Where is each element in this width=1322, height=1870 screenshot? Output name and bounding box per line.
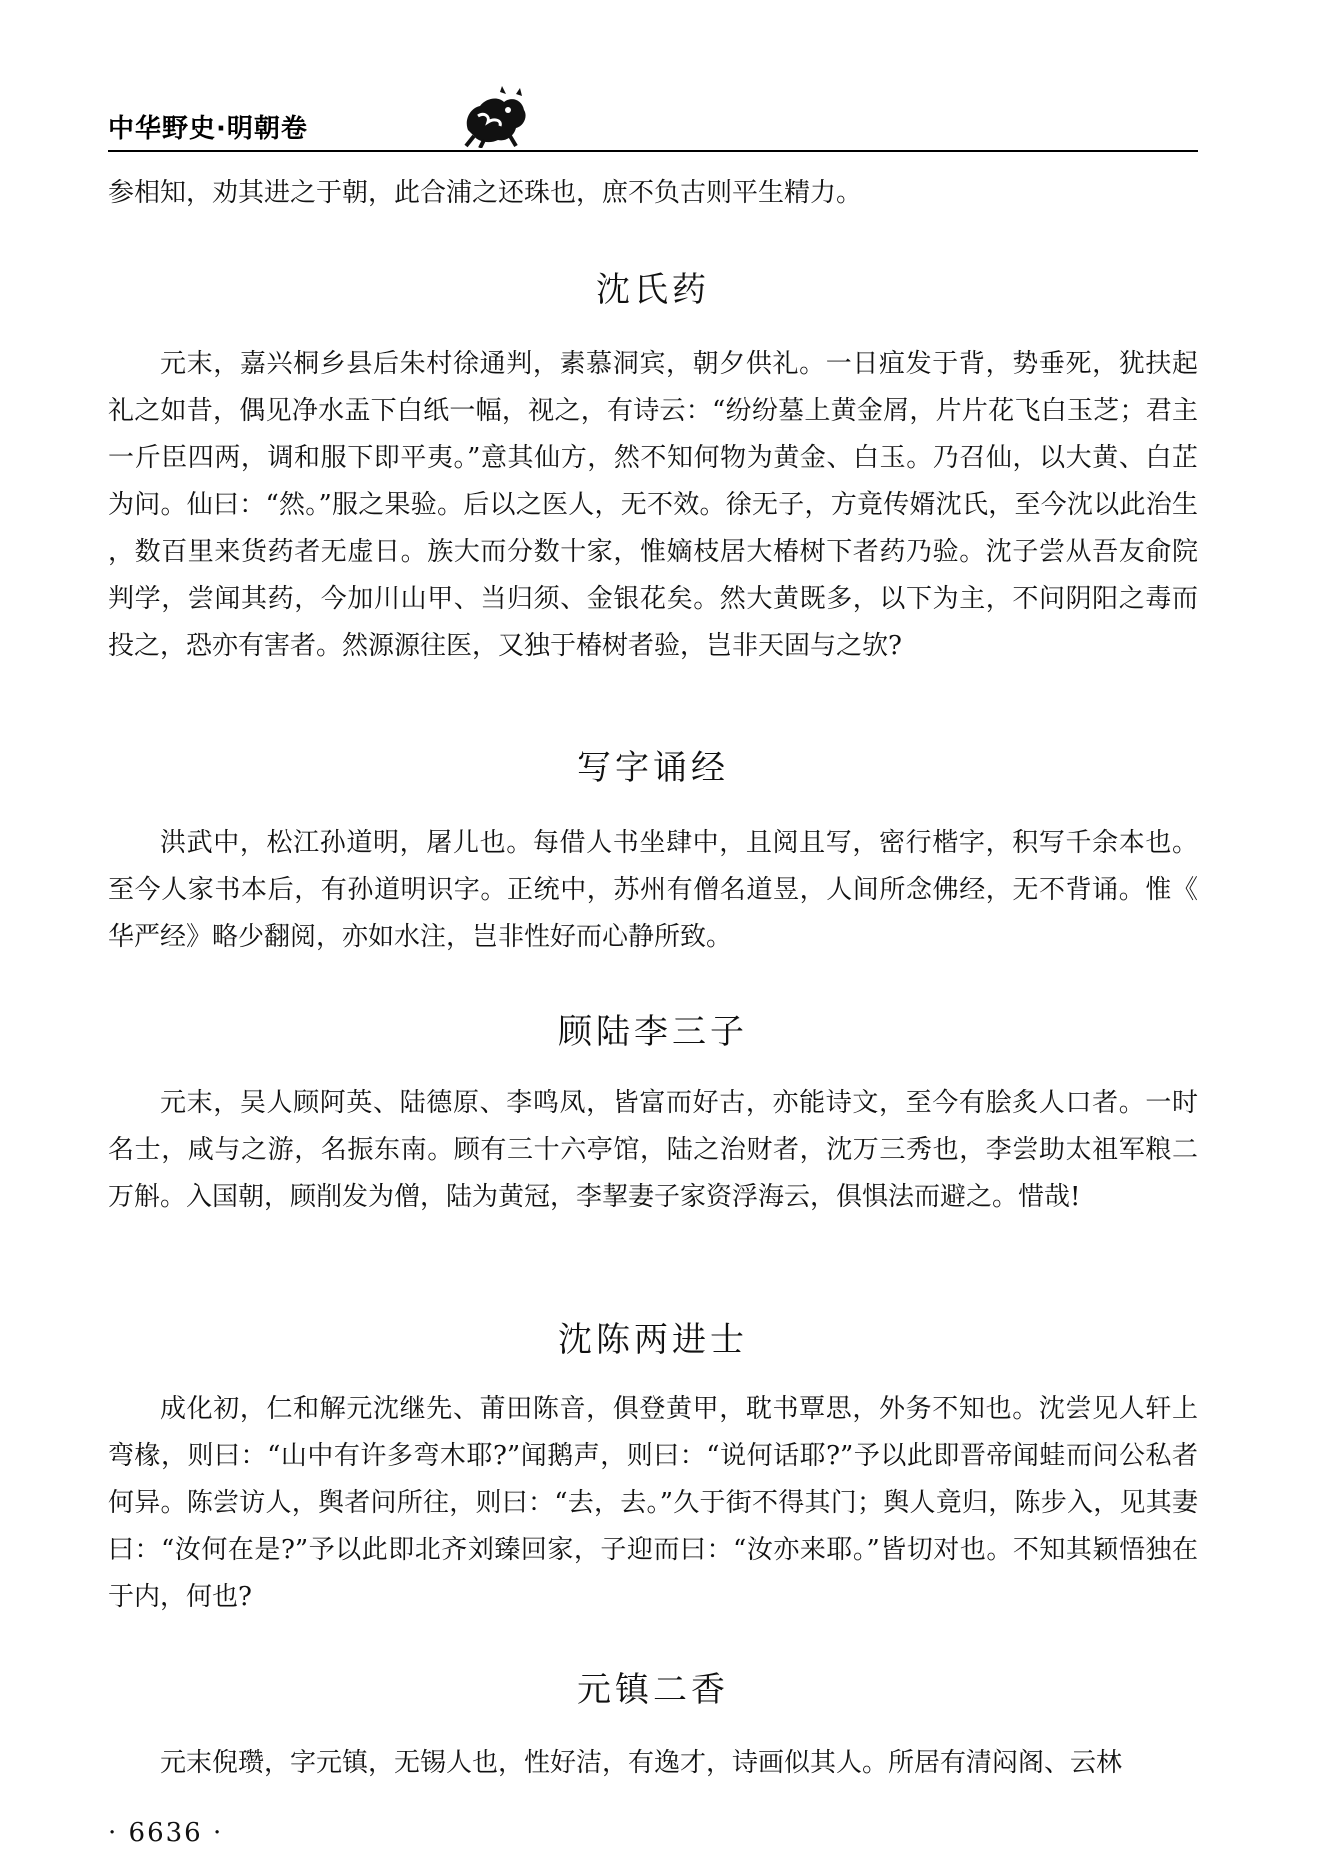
section-title: 元镇二香 <box>577 1670 729 1710</box>
section-body: 元末，吴人顾阿英、陆德原、李鸣凤，皆富而好古，亦能诗文，至今有脍炙人口者。一时名士，咸与之游，名振东南。顾有三十六亭馆，陆之治财者，沈万三秀也，李尝助太祖军粮二万斛。入国朝，顾削发为僧，陆为黄冠，李挈妻子家资浮海云，俱惧法而避之。惜哉! <box>108 1088 1198 1212</box>
section-title: 沈氏药 <box>596 270 710 310</box>
section-body: 元末，嘉兴桐乡县后朱村徐通判，素慕洞宾，朝夕供礼。一日疽发于背，势垂死，犹扶起礼之如昔，偶见净水盂下白纸一幅，视之，有诗云：“纷纷墓上黄金屑，片片花飞白玉芝；君主一斤臣四两，调和服下即平夷。”意其仙方，然不知何物为黄金、白玉。乃召仙，以大黄、白芷为问。仙曰：“然。”服之果验。后以之医人，无不效。徐无子，方竟传婿沈氏，至今沈以此治生，数百里来货药者无虚日。族大而分数十家，惟嫡枝居大椿树下者药乃验。沈子尝从吾友俞院判学，尝闻其药，今加川山甲、当归须、金银花矣。然大黄既多，以下为主，不问阴阳之毒而投之，恐亦有害者。然源源往医，又独于椿树者验，岂非天固与之欤? <box>108 349 1198 661</box>
section-title: 顾陆李三子 <box>558 1012 748 1052</box>
section-body: 元末倪瓒，字元镇，无锡人也，性好洁，有逸才，诗画似其人。所居有清闷阁、云林 <box>160 1748 1123 1778</box>
section-title: 写字诵经 <box>577 748 729 788</box>
section-body: 洪武中，松江孙道明，屠儿也。每借人书坐肆中，且阅且写，密行楷字，积写千余本也。至今人家书本后，有孙道明识字。正统中，苏州有僧名道昱，人间所念佛经，无不背诵。惟《华严经》略少翻阅，亦如水注，岂非性好而心静所致。 <box>108 828 1198 952</box>
page-number: · 6636 · <box>108 1818 224 1848</box>
header-rule <box>108 150 1198 152</box>
section-title: 沈陈两进士 <box>558 1320 748 1360</box>
header-title: 中华野史·明朝卷 <box>108 114 308 144</box>
continuation-paragraph: 参相知，劝其进之于朝，此合浦之还珠也，庶不负古则平生精力。 <box>108 178 863 208</box>
running-header <box>108 86 1198 152</box>
section-body: 成化初，仁和解元沈继先、莆田陈音，俱登黄甲，耽书覃思，外务不知也。沈尝见人轩上弯椽，则曰：“山中有许多弯木耶?”闻鹅声，则曰：“说何话耶?”予以此即晋帝闻蛙而问公私者何异。陈尝访人，舆者问所往，则曰：“去，去。”久于街不得其门；舆人竟归，陈步入，见其妻曰：“汝何在是?”予以此即北齐刘臻回家，子迎而曰：“汝亦来耶。”皆切对也。不知其颖悟独在于内，何也? <box>108 1394 1198 1612</box>
dragon-emblem-icon <box>460 86 532 148</box>
